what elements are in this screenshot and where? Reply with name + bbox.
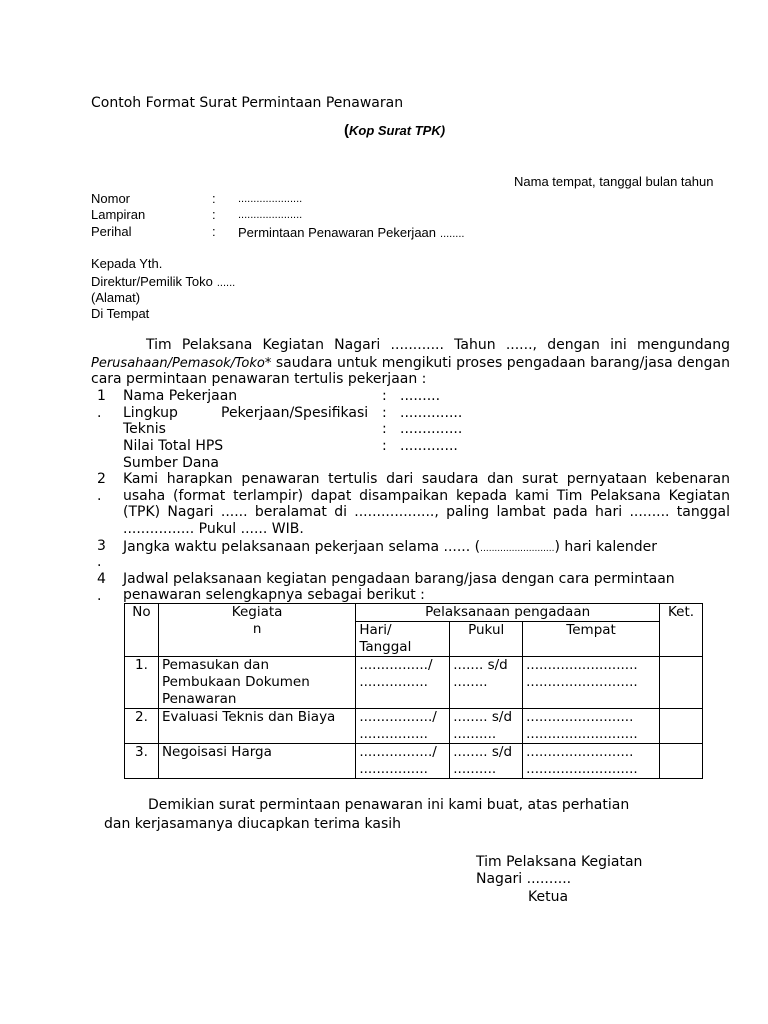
recipient-place: Di Tempat [91, 306, 150, 321]
row-2-pukul [450, 709, 523, 744]
place-date: Nama tempat, tanggal bulan tahun [514, 174, 714, 189]
row-1-hari [356, 657, 450, 709]
row-3-tempat-line-1: ......................... [526, 744, 634, 760]
kop-text: Kop Surat TPK) [349, 123, 446, 138]
field-nilai-hps-value: ............. [400, 438, 458, 454]
item-3-text-b: ) hari kalender [554, 539, 658, 555]
meta-lampiran-label: Lampiran [91, 207, 146, 222]
header-no [125, 604, 159, 657]
field-nama-pekerjaan-colon: : [382, 388, 387, 404]
field-nama-pekerjaan-value: ......... [400, 388, 441, 404]
row-3-tempat-line-2: .......................... [526, 761, 638, 777]
item-1-number: 1 [97, 388, 106, 404]
field-nilai-hps-colon: : [382, 438, 387, 454]
meta-perihal-text: Permintaan Penawaran Pekerjaan [238, 225, 437, 240]
row-3-hari-line-1: ................./ [359, 744, 437, 760]
row-2-kegiatan [158, 709, 355, 744]
item-2-dot: . [97, 488, 102, 504]
signature-team: Tim Pelaksana Kegiatan [476, 854, 643, 870]
field-lingkup-word-1: Lingkup [123, 405, 178, 421]
header-ket-text: Ket. [667, 604, 695, 620]
row-1-pukul [450, 657, 523, 709]
header-hari-line-1: Hari/ [359, 622, 392, 638]
row-1-kegiatan-line-2: Pembukaan Dokumen [161, 674, 310, 690]
header-tempat [523, 622, 660, 657]
row-3-no: 3. [125, 744, 159, 779]
kop-open-paren: ( [344, 122, 349, 139]
meta-nomor-colon: : [212, 191, 216, 206]
row-3-kegiatan [158, 744, 355, 779]
kop-surat-label [344, 122, 445, 140]
field-lingkup-value: .............. [400, 405, 463, 421]
item-1-dot: . [97, 405, 102, 421]
row-2-no: 2. [125, 709, 159, 744]
header-tempat-text: Tempat [566, 622, 616, 638]
meta-lampiran-colon: : [212, 207, 216, 222]
meta-nomor-value: ..................... [238, 193, 303, 205]
row-1-ket [660, 657, 703, 709]
table-header-row [125, 604, 703, 622]
recipient-greeting: Kepada Yth. [91, 256, 163, 271]
intro-italic-entity: Perusahaan/Pemasok/Toko* [91, 356, 272, 371]
row-2-kegiatan-line-1: Evaluasi Teknis dan Biaya [161, 709, 336, 725]
field-lingkup-word-2: Pekerjaan/Spesifikasi [221, 405, 369, 421]
row-1-kegiatan [158, 657, 355, 709]
meta-perihal-colon: : [212, 224, 216, 239]
header-pelaksanaan-text: Pelaksanaan pengadaan [425, 604, 591, 620]
row-2-hari-line-1: ................./ [359, 709, 437, 725]
meta-perihal-value [238, 224, 464, 242]
row-1-no: 1. [125, 657, 159, 709]
row-2-pukul-line-1: ........ s/d [453, 709, 513, 725]
field-teknis-value: .............. [400, 421, 463, 437]
item-3-text [123, 538, 657, 556]
row-2-pukul-line-2: .......... [453, 726, 497, 742]
row-1-tempat [523, 657, 660, 709]
row-2-hari-line-2: ................ [359, 726, 428, 742]
item-3-dots: .......................... [480, 544, 555, 554]
item-4-dot: . [97, 588, 102, 604]
item-3-dot: . [97, 554, 102, 570]
item-3-number: 3 [97, 538, 106, 554]
meta-lampiran-value: ..................... [238, 209, 303, 221]
signature-role: Ketua [528, 889, 569, 905]
item-3-text-a: Jangka waktu pelaksanaan pekerjaan selama ...... ( [123, 539, 481, 555]
header-pukul-text: Pukul [468, 622, 505, 638]
intro-line-2 [91, 354, 730, 372]
table-row [125, 657, 703, 709]
header-kegiatan-line-2: n [252, 621, 262, 637]
item-2-line-2: usaha (format terlampir) dapat disampaikan kepada kami Tim Pelaksana Kegiatan [123, 488, 730, 504]
item-2-line-1: Kami harapkan penawaran tertulis dari saudara dan surat pernyataan kebenaran [123, 471, 730, 487]
item-2-line-4: ................ Pukul ...... WIB. [123, 521, 304, 537]
row-1-pukul-line-2: ........ [453, 674, 488, 690]
closing-line-1: Demikian surat permintaan penawaran ini kami buat, atas perhatian [148, 797, 630, 813]
recipient-name [91, 273, 235, 291]
field-lingkup-colon: : [382, 405, 387, 421]
document-title: Contoh Format Surat Permintaan Penawaran [91, 95, 404, 111]
field-nama-pekerjaan-label: Nama Pekerjaan [123, 388, 238, 404]
recipient-name-dots: ...... [216, 277, 236, 289]
item-2-line-3: (TPK) Nagari ...... beralamat di .................., paling lambat pada hari ......... tanggal [123, 504, 730, 520]
table-row [125, 744, 703, 779]
closing-line-2: dan kerjasamanya diucapkan terima kasih [104, 816, 402, 832]
row-1-pukul-line-1: ....... s/d [453, 657, 508, 673]
row-2-tempat-line-2: .......................... [526, 726, 638, 742]
item-4-line-2: penawaran selengkapnya sebagai berikut : [123, 587, 425, 603]
row-3-pukul-line-2: .......... [453, 761, 497, 777]
header-hari-line-2: Tanggal [359, 639, 412, 655]
field-teknis-label: Teknis [123, 421, 166, 437]
row-3-kegiatan-line-1: Negoisasi Harga [161, 744, 272, 760]
row-2-hari [356, 709, 450, 744]
item-2-number: 2 [97, 471, 106, 487]
field-teknis-colon: : [382, 421, 387, 437]
row-3-pukul [450, 744, 523, 779]
row-3-ket [660, 744, 703, 779]
meta-perihal-label: Perihal [91, 224, 132, 239]
item-4-line-1: Jadwal pelaksanaan kegiatan pengadaan barang/jasa dengan cara permintaan [123, 571, 675, 587]
row-1-kegiatan-line-1: Pemasukan dan [161, 657, 270, 673]
header-pelaksanaan [356, 604, 660, 622]
recipient-address: (Alamat) [91, 290, 141, 305]
intro-line-2-rest: saudara untuk mengikuti proses pengadaan barang/jasa dengan [271, 355, 730, 371]
row-1-kegiatan-line-3: Penawaran [161, 691, 237, 707]
row-2-tempat [523, 709, 660, 744]
intro-line-3: cara permintaan penawaran tertulis pekerjaan : [91, 371, 427, 387]
row-3-hari [356, 744, 450, 779]
header-kegiatan-line-1: Kegiata [231, 604, 283, 620]
row-2-tempat-line-1: ......................... [526, 709, 634, 725]
row-2-ket [660, 709, 703, 744]
header-kegiatan [158, 604, 355, 657]
signature-nagari: Nagari .......... [476, 871, 572, 887]
row-1-hari-line-1: ................/ [359, 657, 433, 673]
row-3-tempat [523, 744, 660, 779]
item-4-number: 4 [97, 571, 106, 587]
row-1-hari-line-2: ................ [359, 674, 428, 690]
recipient-name-text: Direktur/Pemilik Toko [91, 274, 213, 289]
row-1-tempat-line-2: .......................... [526, 674, 638, 690]
intro-line-1: Tim Pelaksana Kegiatan Nagari ............ Tahun ......, dengan ini mengundang [146, 337, 730, 353]
schedule-table [124, 603, 703, 779]
header-hari [356, 622, 450, 657]
row-3-pukul-line-1: ........ s/d [453, 744, 513, 760]
header-no-text: No [132, 604, 151, 620]
row-1-tempat-line-1: .......................... [526, 657, 638, 673]
field-nilai-hps-label: Nilai Total HPS [123, 438, 224, 454]
header-pukul [450, 622, 523, 657]
meta-perihal-dots: ........ [440, 228, 465, 240]
header-ket [660, 604, 703, 657]
table-row [125, 709, 703, 744]
meta-nomor-label: Nomor [91, 191, 131, 206]
row-3-hari-line-2: ................ [359, 761, 428, 777]
field-sumber-dana-label: Sumber Dana [123, 455, 219, 471]
